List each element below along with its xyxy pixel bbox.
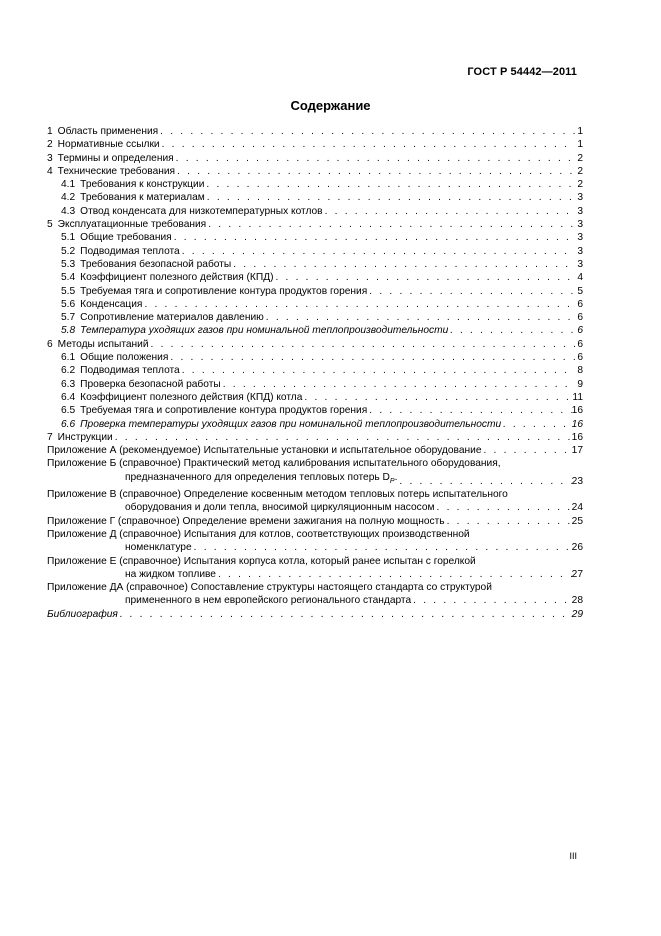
standard-header: ГОСТ Р 54442—2011 (467, 66, 577, 78)
toc-appendix[interactable]: Приложение Е (справочное) Испытания корпуса котла, который ранее испытан с горелкой (47, 555, 476, 567)
toc-entry[interactable]: 2 Нормативные ссылки . . . 1 (47, 138, 583, 151)
toc-entry[interactable]: 6.1 Общие положения . . . 6 (47, 351, 583, 364)
toc-bibliography[interactable]: Библиография . . . 29 (47, 608, 583, 621)
toc-entry[interactable]: 4 Технические требования . . . 2 (47, 165, 583, 178)
toc-appendix[interactable]: Приложение Д (справочное) Испытания для котлов, соответствующих производственной (47, 528, 470, 540)
toc-entry[interactable]: 5.4 Коэффициент полезного действия (КПД) . . . 4 (47, 271, 583, 284)
toc-entry[interactable]: 6.5 Требуемая тяга и сопротивление контура продуктов горения . . . 16 (47, 404, 583, 417)
page-number: III (569, 851, 577, 861)
toc-entry[interactable]: 1 Область применения . . . 1 (47, 125, 583, 138)
toc-entry[interactable]: 3 Термины и определения . . . 2 (47, 152, 583, 165)
page-title: Содержание (290, 98, 371, 113)
toc-entry[interactable]: 4.3 Отвод конденсата для низкотемпературных котлов . . . 3 (47, 205, 583, 218)
toc-entry[interactable]: 7 Инструкции . . . 16 (47, 431, 583, 444)
table-of-contents (47, 125, 583, 621)
toc-appendix-continuation[interactable]: предназначенного для определения тепловых потерь $D_P$. . . . 23 (47, 471, 583, 488)
toc-appendix-continuation[interactable]: на жидком топливе . . . 27 (47, 568, 583, 581)
toc-appendix-continuation[interactable]: примененного в нем европейского регионального стандарта . . . 28 (47, 594, 583, 607)
toc-entry[interactable]: 6.4 Коэффициент полезного действия (КПД) котла . . . 11 (47, 391, 583, 404)
toc-entry[interactable]: 5.1 Общие требования . . . 3 (47, 231, 583, 244)
toc-appendix[interactable]: Приложение Б (справочное) Практический метод калибрования испытательного оборудования, (47, 458, 501, 470)
toc-appendix[interactable]: Приложение А (рекомендуемое) Испытательные установки и испытательное оборудование . . . 17 (47, 444, 583, 457)
toc-appendix[interactable]: Приложение ДА (справочное) Сопоставление структуры настоящего стандарта со структурой (47, 582, 492, 594)
toc-entry[interactable]: 5.5 Требуемая тяга и сопротивление контура продуктов горения . . . 5 (47, 285, 583, 298)
toc-entry[interactable]: 5 Эксплуатационные требования . . . 3 (47, 218, 583, 231)
toc-entry[interactable]: 5.7 Сопротивление материалов давлению . . . 6 (47, 311, 583, 324)
toc-entry[interactable]: 6.2 Подводимая теплота . . . 8 (47, 364, 583, 377)
toc-appendix[interactable]: Приложение В (справочное) Определение косвенным методом тепловых потерь испытательного (47, 489, 508, 501)
toc-entry[interactable]: 6.3 Проверка безопасной работы . . . 9 (47, 378, 583, 391)
toc-appendix-continuation[interactable]: оборудования и доли тепла, вносимой циркуляционным насосом . . . 24 (47, 501, 583, 514)
toc-appendix-continuation[interactable]: номенклатуре . . . 26 (47, 541, 583, 554)
toc-entry[interactable]: 5.8 Температура уходящих газов при номинальной теплопроизводительности . . . 6 (47, 324, 583, 337)
toc-entry[interactable]: 5.2 Подводимая теплота . . . 3 (47, 245, 583, 258)
toc-entry[interactable]: 5.6 Конденсация . . . 6 (47, 298, 583, 311)
toc-entry[interactable]: 6.6 Проверка температуры уходящих газов при номинальной теплопроизводительности . . . 16 (47, 418, 583, 431)
toc-entry[interactable]: 4.2 Требования к материалам . . . 3 (47, 191, 583, 204)
toc-appendix[interactable]: Приложение Г (справочное) Определение времени зажигания на полную мощность . . . 25 (47, 515, 583, 528)
toc-entry[interactable]: 4.1 Требования к конструкции . . . 2 (47, 178, 583, 191)
toc-entry[interactable]: 6 Методы испытаний . . . 6 (47, 338, 583, 351)
toc-entry[interactable]: 5.3 Требования безопасной работы . . . 3 (47, 258, 583, 271)
